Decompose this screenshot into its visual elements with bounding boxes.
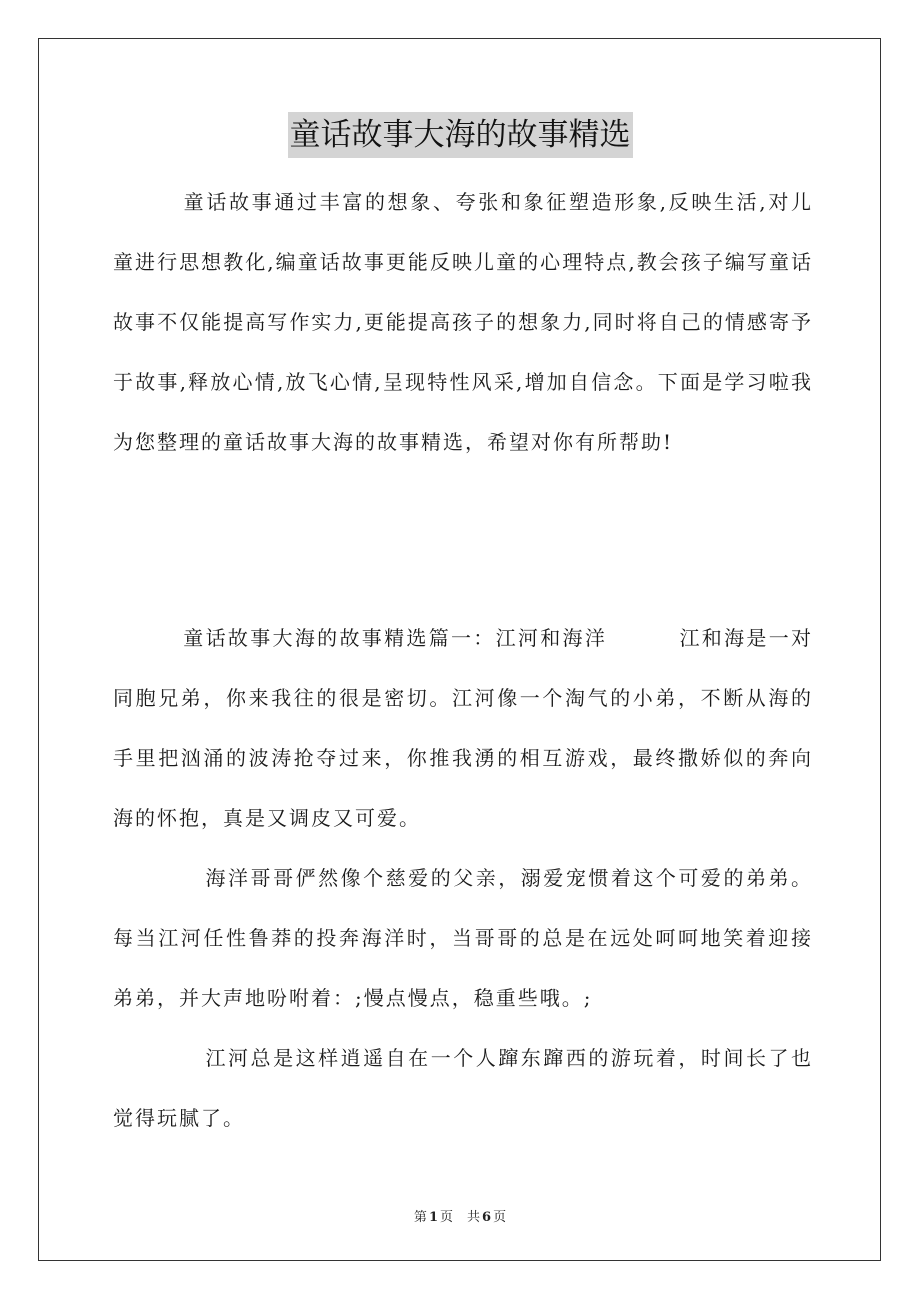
page-footer	[0, 1206, 920, 1225]
footer-page-current: 1	[428, 1210, 438, 1225]
paragraph-2	[113, 848, 813, 1028]
footer-total-prefix: 共	[467, 1210, 481, 1225]
section-heading: 童话故事大海的故事精选篇一：江河和海洋	[183, 626, 608, 650]
footer-page-prefix: 第	[413, 1210, 427, 1225]
footer-total-suffix: 页	[493, 1210, 507, 1225]
section-paragraph	[113, 608, 813, 848]
title-container	[0, 112, 920, 158]
footer-page-suffix: 页	[439, 1210, 453, 1225]
paragraph-3	[113, 1028, 813, 1148]
section-text: 江和海是一对同胞兄弟，你来我往的很是密切。江河像一个淘气的小弟，不断从海的手里把汹涌的波涛抢夺过来，你推我湧的相互游戏，最终撒娇似的奔向海的怀抱，真是又调皮又可爱。	[113, 626, 814, 830]
intro-text: 童话故事通过丰富的想象、夸张和象征塑造形象,反映生活,对儿童进行思想教化,编童话故事更能反映儿童的心理特点,教会孩子编写童话故事不仅能提高写作实力,更能提高孩子的想象力,同时将自己的情感寄予于故事,释放心情,放飞心情,呈现特性风采,增加自信念。下面是学习啦我为您整理的童话故事大海的故事精选，希望对你有所帮助!	[113, 190, 813, 454]
paragraph-3-text: 江河总是这样逍遥自在一个人蹿东蹿西的游玩着，时间长了也觉得玩腻了。	[113, 1046, 813, 1130]
intro-paragraph	[113, 172, 813, 472]
footer-page-total: 6	[482, 1210, 492, 1225]
paragraph-2-text: 海洋哥哥俨然像个慈爱的父亲，溺爱宠惯着这个可爱的弟弟。每当江河任性鲁莽的投奔海洋时，当哥哥的总是在远处呵呵地笑着迎接弟弟，并大声地吩咐着：;慢点慢点，稳重些哦。;	[113, 866, 813, 1010]
document-title: 童话故事大海的故事精选	[288, 112, 633, 158]
